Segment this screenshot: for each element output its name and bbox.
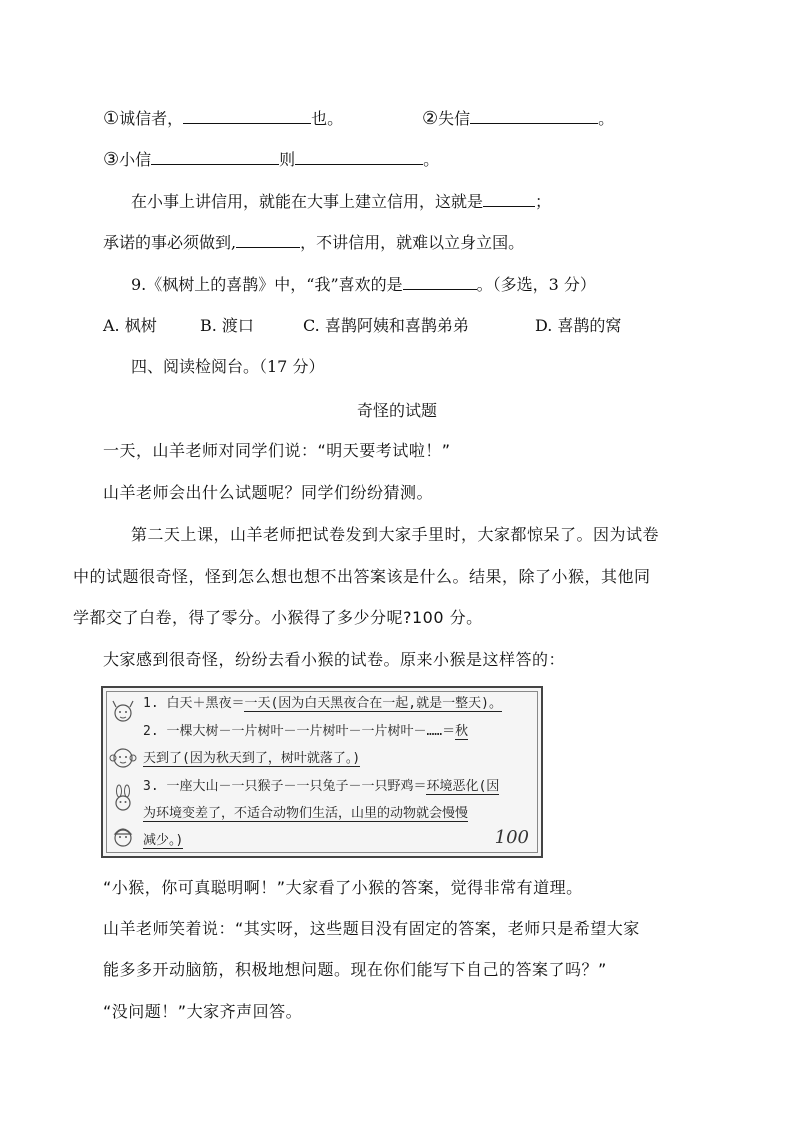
answer-line-3-cont bbox=[143, 805, 468, 823]
handwritten-answer: 秋 bbox=[455, 724, 469, 739]
item-text: 则 bbox=[279, 150, 296, 169]
handwritten-answer: 天到了(因为秋天到了，树叶就落了。) bbox=[143, 751, 361, 766]
answer-question: 2. 一棵大树－一片树叶－一片树叶－一片树叶－……＝ bbox=[143, 724, 456, 739]
item-number: ② bbox=[422, 108, 439, 129]
passage-paragraph: “没问题！”大家齐声回答。 bbox=[103, 1002, 303, 1021]
handwritten-answer: 减少。) bbox=[143, 833, 184, 848]
answer-line-3-end bbox=[143, 832, 183, 850]
question-text: 9.《枫树上的喜鹊》中，“我”喜欢的是 bbox=[131, 275, 403, 294]
item-text: 诚信者， bbox=[119, 109, 184, 128]
handwritten-answer: 为环境变差了，不适合动物们生活，山里的动物就会慢慢 bbox=[143, 806, 469, 821]
answer-blank[interactable] bbox=[403, 273, 477, 290]
q9-option-c[interactable]: C. 喜鹊阿姨和喜鹊弟弟 bbox=[303, 316, 469, 335]
q8-item1 bbox=[103, 107, 343, 130]
answer-line-2-cont bbox=[143, 750, 360, 768]
item-text: 也。 bbox=[311, 109, 344, 128]
para-text: ； bbox=[535, 192, 552, 211]
answer-blank[interactable] bbox=[470, 107, 598, 124]
passage-paragraph: 大家感到很奇怪，纷纷去看小猴的试卷。原来小猴是这样答的： bbox=[103, 650, 566, 669]
q8-item2 bbox=[422, 107, 614, 130]
item-number: ① bbox=[103, 108, 120, 129]
para-text: 承诺的事必须做到, bbox=[103, 233, 237, 252]
passage-paragraph: 山羊老师会出什么试题呢？同学们纷纷猜测。 bbox=[103, 483, 434, 502]
answer-blank[interactable] bbox=[236, 231, 300, 248]
para-text: 在小事上讲信用，就能在大事上建立信用，这就是 bbox=[131, 192, 484, 211]
passage-paragraph: 能多多开动脑筋，积极地想问题。现在你们能写下自己的答案了吗？” bbox=[103, 960, 607, 979]
sheet-inner-border bbox=[106, 691, 538, 853]
item-text: 。 bbox=[423, 150, 440, 169]
goat-icon bbox=[109, 698, 137, 726]
answer-blank[interactable] bbox=[295, 148, 423, 165]
q9-option-a[interactable]: A. 枫树 bbox=[103, 316, 157, 335]
item-text: 。 bbox=[598, 109, 615, 128]
answer-blank[interactable] bbox=[483, 190, 535, 207]
answer-line-2 bbox=[143, 723, 468, 741]
passage-paragraph: 中的试题很奇怪，怪到怎么想也想不出答案该是什么。结果，除了小猴，其他同 bbox=[73, 567, 651, 586]
q8-item3 bbox=[103, 148, 439, 171]
chick-icon bbox=[109, 822, 137, 850]
q9-option-d[interactable]: D. 喜鹊的窝 bbox=[535, 316, 622, 335]
section-heading: 四、阅读检阅台。（17 分） bbox=[131, 357, 325, 376]
answer-line-3 bbox=[143, 778, 499, 796]
handwritten-score: 100 bbox=[494, 827, 529, 848]
answer-line-1 bbox=[143, 695, 502, 713]
passage-paragraph: 第二天上课，山羊老师把试卷发到大家手里时，大家都惊呆了。因为试卷 bbox=[131, 525, 660, 544]
answer-blank[interactable] bbox=[151, 148, 279, 165]
monkey-answer-sheet bbox=[101, 686, 543, 858]
passage-paragraph: “小猴，你可真聪明啊！”大家看了小猴的答案，觉得非常有道理。 bbox=[103, 878, 583, 897]
passage-paragraph: 学都交了白卷，得了零分。小猴得了多少分呢?100 分。 bbox=[73, 608, 483, 627]
answer-question: 1. 白天＋黑夜＝ bbox=[143, 696, 245, 711]
answer-blank[interactable] bbox=[183, 107, 311, 124]
para-text: ，不讲信用，就难以立身立国。 bbox=[300, 233, 525, 252]
item-text: 小信 bbox=[119, 150, 152, 169]
monkey-icon bbox=[109, 744, 137, 772]
passage-paragraph: 一天，山羊老师对同学们说：“明天要考试啦！” bbox=[103, 441, 451, 460]
q9-question bbox=[131, 273, 596, 296]
q9-option-b[interactable]: B. 渡口 bbox=[200, 316, 254, 335]
handwritten-answer: 一天(因为白天黑夜合在一起,就是一整天)。 bbox=[244, 696, 502, 711]
rabbit-icon bbox=[109, 784, 137, 812]
passage-title: 奇怪的试题 bbox=[356, 401, 437, 420]
q8-para2 bbox=[103, 231, 524, 254]
passage-paragraph: 山羊老师笑着说：“其实呀，这些题目没有固定的答案，老师只是希望大家 bbox=[103, 919, 640, 938]
answer-question: 3. 一座大山－一只猴子－一只兔子－一只野鸡＝ bbox=[143, 779, 427, 794]
item-text: 失信 bbox=[438, 109, 471, 128]
q8-para1 bbox=[131, 190, 551, 213]
handwritten-answer: 环境恶化(因 bbox=[426, 779, 500, 794]
item-number: ③ bbox=[103, 149, 120, 170]
question-text: 。（多选，3 分） bbox=[476, 275, 596, 294]
